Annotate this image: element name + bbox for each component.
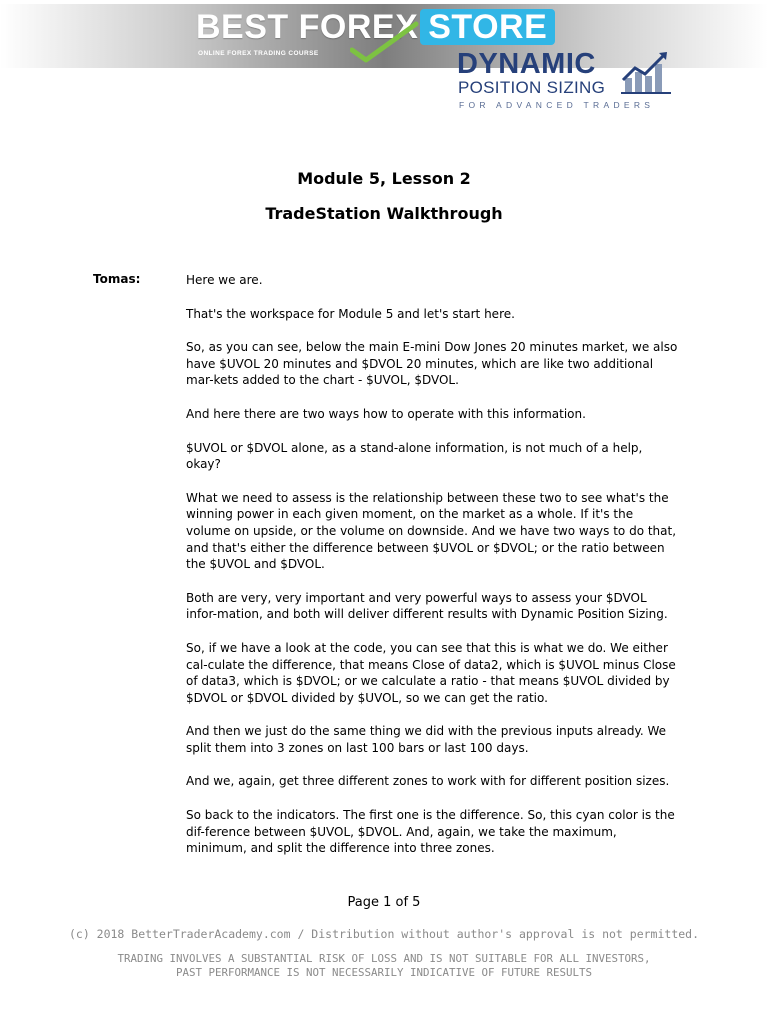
transcript-paragraph: So, if we have a look at the code, you can see that this is what we do. We either cal-culate the difference, that means Close of data2, which is $UVOL minus Close of data3, which is $DVOL; or we calculate a ratio - that means $UVOL divided by $DVOL or $DVOL divided by $UVOL, so we can get the ratio. [186,640,676,705]
transcript-paragraph: And we, again, get three different zones to work with for different position sizes. [186,774,670,789]
transcript-paragraph: So, as you can see, below the main E-mini Dow Jones 20 minutes market, we also have $UVOL 20 minutes and $DVOL 20 minutes, which are like two additional mar-kets added to the chart - $UVOL, $DVOL. [186,340,678,388]
lesson-subtitle: TradeStation Walkthrough [265,204,503,223]
risk-disclaimer [0,952,768,980]
product-title: DYNAMIC [457,48,596,80]
speaker-label: Tomas: [93,272,141,286]
brand-tagline: ONLINE FOREX TRADING COURSE [198,50,319,57]
product-tagline: FOR ADVANCED TRADERS [459,100,655,110]
transcript-paragraph: And here there are two ways how to operate with this information. [186,406,586,421]
transcript-paragraph: Both are very, very important and very powerful ways to assess your $DVOL infor-mation, and both will deliver different results with Dynamic Position Sizing. [186,590,668,622]
brand-word-best-forex: BEST FOREX [196,8,419,46]
disclaimer-line: TRADING INVOLVES A SUBSTANTIAL RISK OF LOSS AND IS NOT SUITABLE FOR ALL INVESTORS, [117,952,651,965]
lesson-title: Module 5, Lesson 2 [297,169,471,188]
checkmark-swoosh-icon [350,20,420,64]
page-number: Page 1 of 5 [347,895,421,910]
transcript-body [186,272,678,874]
transcript-paragraph: Here we are. [186,273,263,287]
product-subtitle: POSITION SIZING [458,78,606,97]
copyright-notice: (c) 2018 BetterTraderAcademy.com / Distribution without author's approval is not permitted. [68,927,700,941]
transcript-paragraph: So back to the indicators. The first one is the difference. So, this cyan color is the dif-ference between $UVOL, $DVOL. And, again, we take the maximum, minimum, and split the difference into three zones. [186,808,675,856]
transcript-paragraph: And then we just do the same thing we did with the previous inputs already. We split them into 3 zones on last 100 bars or last 100 days. [186,724,667,755]
product-logo [457,48,677,112]
transcript-paragraph: $UVOL or $DVOL alone, as a stand-alone information, is not much of a help, okay? [186,440,643,472]
brand-word-store: STORE [420,9,555,45]
transcript-paragraph: That's the workspace for Module 5 and let's start here. [186,306,515,321]
disclaimer-line: PAST PERFORMANCE IS NOT NECESSARILY INDICATIVE OF FUTURE RESULTS [175,966,593,979]
rising-chart-icon [621,50,673,96]
transcript-paragraph: What we need to assess is the relationship between these two to see what's the winning power in each given moment, on the market as a whole. If it's the volume on upside, or the volume on downside. And we have two ways to do that, and that's either the difference between $UVOL or $DVOL; or the ratio between the $UVOL and $DVOL. [186,490,677,572]
